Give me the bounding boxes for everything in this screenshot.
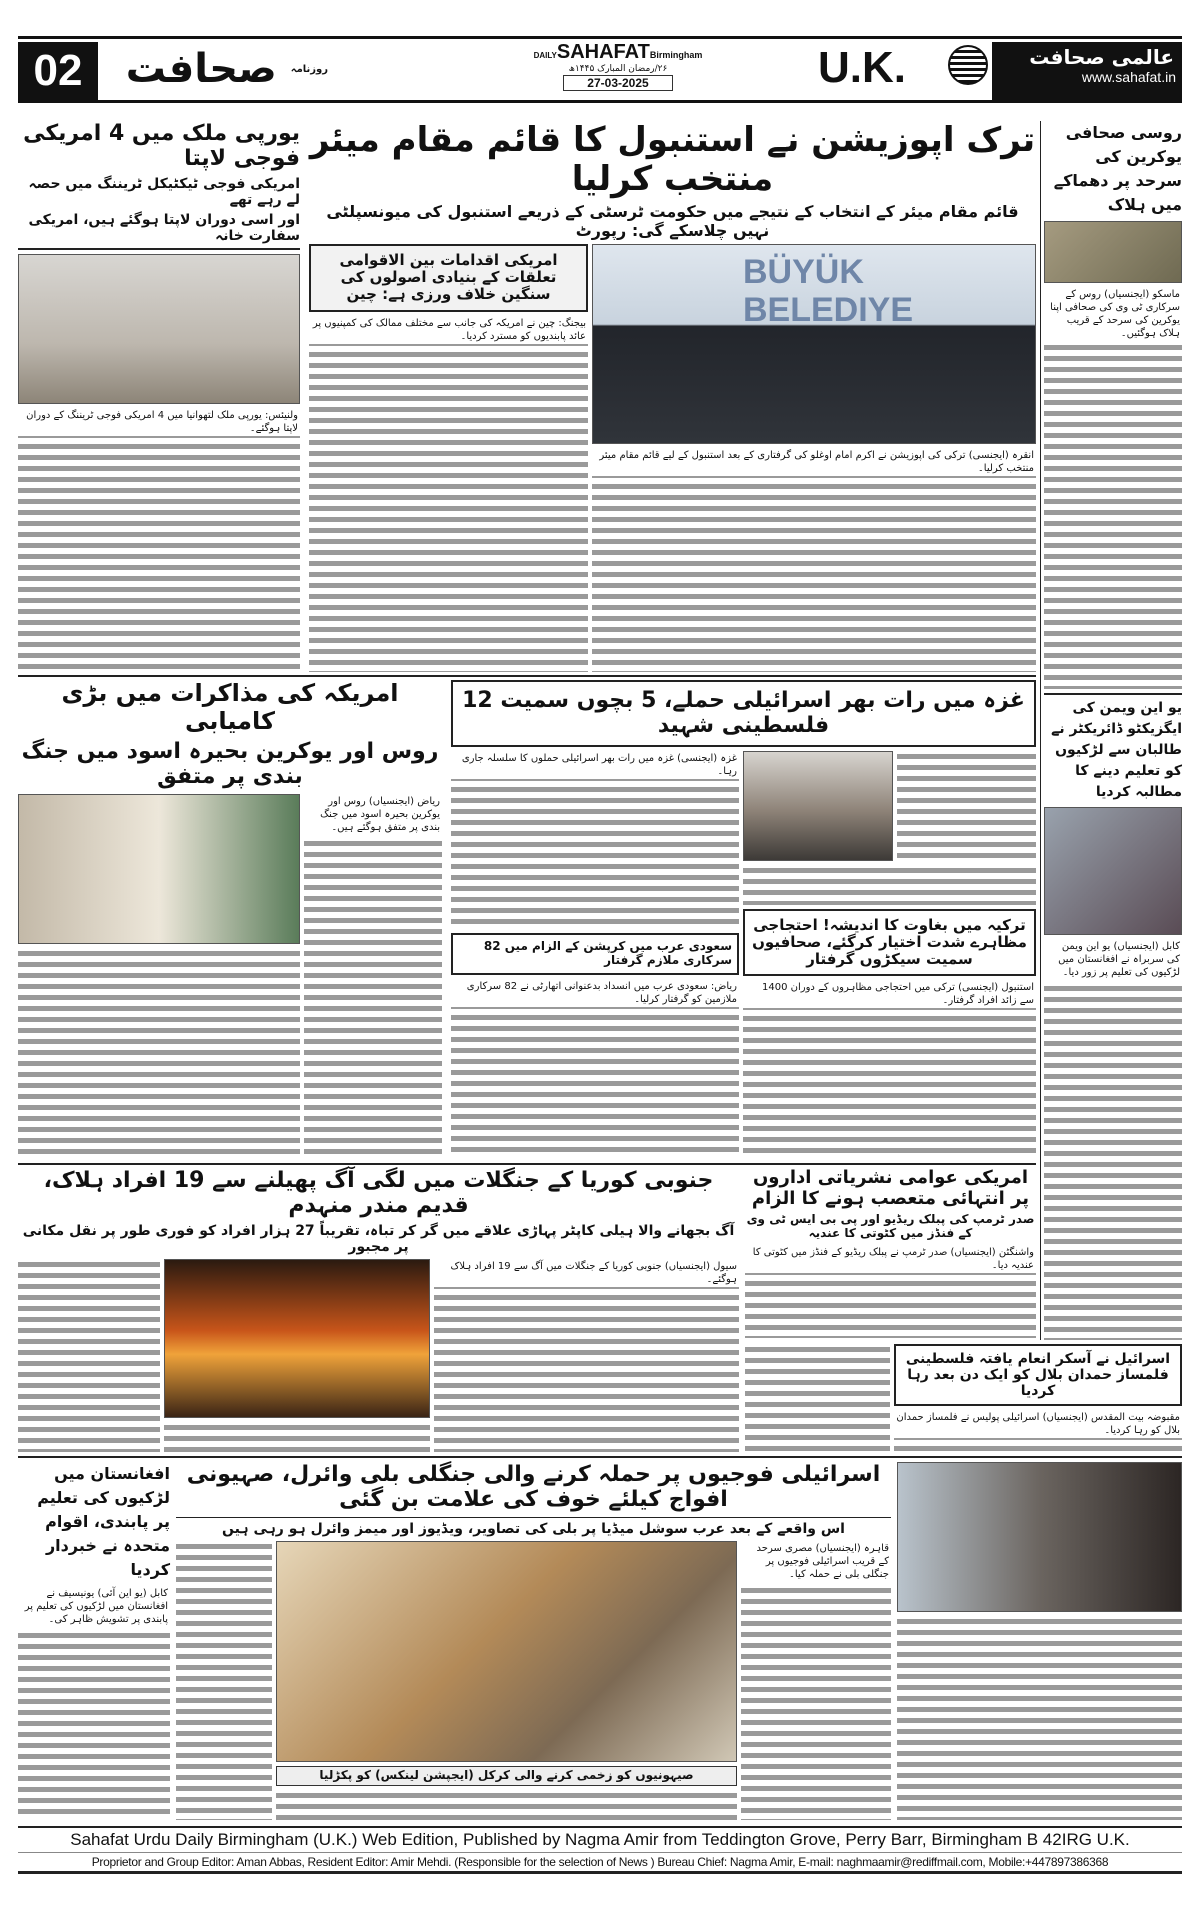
us-media-text-2 [745, 1344, 890, 1452]
story-lead: ریاض: سعودی عرب میں انسداد بدعنوانی اتھارٹی نے 82 سرکاری ملازمین کو گرفتار کرلیا۔ [451, 979, 739, 1007]
china-headline: امریکی اقدامات بین الاقوامی تعلقات کے بنیادی اصولوں کی سنگین خلاف ورزی ہے: چین [309, 244, 588, 312]
black-sea-story [18, 680, 442, 1157]
story-lead: کابل (ایجنسیاں) یو این ویمن کی سربراہ نے افغانستان میں لڑکیوں کی تعلیم پر زور دیا۔ [1044, 939, 1182, 980]
hamdan-col [894, 1344, 1182, 1452]
footer-rule [18, 1826, 1182, 1828]
story-lead: بیجنگ: چین نے امریکہ کی جانب سے مختلف ممالک کی کمپنیوں پر عائد پابندیوں کو مسترد کردیا۔ [309, 316, 588, 344]
brand-logo [992, 42, 1182, 100]
china-text [309, 316, 588, 672]
photo-sign: BÜYÜK BELEDIYE [743, 252, 914, 329]
korea-fire-story [18, 1168, 739, 1452]
afghan-girls-headline: افغانستان میں لڑکیوں کی تعلیم پر پابندی، اقوام متحدہ نے خبردار کردیا [37, 1464, 170, 1579]
turkey-protest-headline: ترکیہ میں بغاوت کا اندیشہ! احتجاجی مظاہرے شدت اختیار کرگئے، صحافیوں سمیت سیکڑوں گرفتار [743, 909, 1036, 977]
story-lead: غزہ (ایجنسی) غزہ میں رات بھر اسرائیلی حملوں کا سلسلہ جاری رہا۔ [451, 751, 739, 779]
journalist-photo [1044, 221, 1182, 283]
page-number: 02 [18, 42, 98, 100]
section-divider [18, 1456, 1182, 1458]
us-soldiers-subhead: امریکی فوجی ٹیکٹیکل ٹریننگ میں حصہ لے رہے تھے [28, 175, 300, 208]
story-lead: واشنگٹن (ایجنسیاں) صدر ٹرمپ نے پبلک ریڈیو کے فنڈز میں کٹوتی کا عندیہ دیا۔ [745, 1245, 1036, 1273]
us-media-subhead: صدر ٹرمپ کی پبلک ریڈیو اور پی بی ایس ٹی وی کے فنڈز میں کٹوتی کا عندیہ [746, 1212, 1035, 1241]
masthead-city: Birmingham [649, 50, 703, 60]
korea-text [434, 1259, 739, 1452]
hamdan-text-2 [897, 1616, 1182, 1820]
footer-publisher: Sahafat Urdu Daily Birmingham (U.K.) Web Edition, Published by Nagma Amir from Teddington Grove, Perry Barr, Birmingham B 42IRG U.K. [70, 1830, 1130, 1849]
korea-body [18, 1259, 739, 1452]
lynx-headline: اسرائیلی فوجیوں پر حملہ کرنے والی جنگلی بلی وائرل، صہیونی افواج کیلئے خوف کی علامت بن گئی [186, 1462, 881, 1513]
un-women-headline: یو این ویمن کی ایگزیکٹو ڈائریکٹر نے طالبان سے لڑکیوں کو تعلیم دینے کا مطالبہ کردیا [1044, 693, 1182, 803]
issue-date: 27-03-2025 [563, 75, 673, 91]
afghan-girls-story [18, 1462, 170, 1820]
sahafat-logo [125, 39, 328, 100]
section-divider [18, 675, 1036, 677]
main-headline: ترک اپوزیشن نے استنبول کا قائم مقام میئر منتخب کرلیا [309, 120, 1036, 200]
masthead-center [518, 41, 718, 91]
hamdan-row [745, 1344, 1182, 1452]
turkey-main-body [309, 244, 1036, 672]
us-soldiers-text [18, 408, 300, 672]
masthead-bar [18, 36, 1182, 103]
gaza-rubble-photo [743, 751, 893, 861]
gaza-headline: غزہ میں رات بھر اسرائیلی حملے، 5 بچوں سمیت 12 فلسطینی شہید [451, 680, 1036, 747]
black-sea-subhead: روس اور یوکرین بحیرہ اسود میں جنگ بندی پر متفق [21, 739, 439, 790]
black-sea-headline: امریکہ کی مذاکرات میں بڑی کامیابی [61, 679, 399, 735]
forest-fire-photo [164, 1259, 430, 1418]
black-sea-text-2 [18, 948, 300, 1157]
lynx-photo [276, 1541, 737, 1763]
rubio-photo [18, 794, 300, 944]
korea-fire-subhead: آگ بجھانے والا ہیلی کاپٹر پہاڑی علاقے میں گر کر تباہ، تقریباً 27 ہزار افراد کو فوری طور پر نقل مکانی پر مجبور [22, 1222, 735, 1255]
journalist-headline: روسی صحافی یوکرین کی سرحد پر دھماکے میں ہلاک [1053, 123, 1182, 214]
us-media-text [745, 1245, 1036, 1338]
un-women-photo [1044, 807, 1182, 935]
lynx-caption: صیہونیوں کو زخمی کرنے والی کرکل (ایجپشن لینکس) کو پکڑلیا [276, 1766, 737, 1786]
footer-rule [18, 1852, 1182, 1853]
story-lead: انقرہ (ایجنسی) ترکی کی اپوزیشن نے اکرم امام اوغلو کی گرفتاری کے بعد استنبول کے لیے قائم مقام میئر منتخب کرلیا۔ [592, 448, 1036, 476]
globe-icon [948, 45, 988, 85]
us-soldiers-subhead-2: اور اسی دوران لاپتا ہوگئے ہیں، امریکی سفارت خانہ [18, 212, 300, 250]
story-lead: ولنیئس: یورپی ملک لتھوانیا میں 4 امریکی فوجی ٹریننگ کے دوران لاپتا ہوگئے۔ [18, 408, 300, 436]
lynx-story [176, 1462, 891, 1820]
hamdan-photo [897, 1462, 1182, 1612]
gaza-text-2 [897, 751, 1036, 861]
section-divider [18, 1163, 1036, 1165]
gaza-right-col [743, 751, 1036, 1157]
lynx-subhead: اس واقعے کے بعد عرب سوشل میڈیا پر بلی کی تصاویر، ویڈیوز اور میمز وائرل ہو رہی ہیں [176, 1517, 891, 1537]
saudi-text [451, 979, 739, 1157]
us-media-headline: امریکی عوامی نشریاتی اداروں پر انتہائی متعصب ہونے کا الزام [751, 1167, 1030, 1209]
korea-text-bottom [164, 1422, 430, 1452]
helicopter-photo [18, 254, 300, 404]
turkey-protest-text [743, 980, 1036, 1157]
hijri-date: ۲۶/رمضان المبارک ۱۴۴۵ھ [568, 64, 668, 74]
gaza-left-col [451, 751, 739, 1157]
gaza-body [451, 751, 1036, 1157]
hamdan-headline: اسرائیل نے آسکر انعام یافتہ فلسطینی فلمساز حمدان بلال کو ایک دن بعد رہا کردیا [894, 1344, 1182, 1406]
story-lead: مقبوضہ بیت المقدس (ایجنسیاں) اسرائیلی پولیس نے فلمساز حمدان بلال کو رہا کردیا۔ [894, 1410, 1182, 1438]
china-story [309, 244, 588, 672]
gaza-photo-row [743, 751, 1036, 861]
website-link[interactable]: www.sahafat.in [1081, 69, 1176, 85]
gaza-text [451, 751, 739, 929]
logo-text: صحافت [125, 46, 277, 92]
footer-rule [18, 1871, 1182, 1874]
story-lead: ریاض (ایجنسیاں) روس اور یوکرین بحیرہ اسود میں جنگ بندی پر متفق ہوگئے ہیں۔ [304, 794, 442, 835]
un-women-text [1044, 939, 1182, 1341]
column-divider [1040, 121, 1041, 1340]
story-lead: استنبول (ایجنسی) ترکی میں احتجاجی مظاہروں کے دوران 1400 سے زائد افراد گرفتار۔ [743, 980, 1036, 1008]
us-media-story [745, 1168, 1036, 1338]
afghan-girls-text [18, 1586, 170, 1820]
korea-fire-headline: جنوبی کوریا کے جنگلات میں لگی آگ پھیلنے سے 19 افراد ہلاک، قدیم مندر منہدم [43, 1168, 714, 1219]
footer [18, 1826, 1182, 1874]
black-sea-body [18, 794, 442, 1157]
turkey-main-story [309, 121, 1036, 672]
story-lead: کابل (یو این آئی) یونیسیف نے افغانستان میں لڑکیوں کی تعلیم پر پابندی پر تشویش ظاہر کی۔ [18, 1586, 170, 1627]
black-sea-text [304, 794, 442, 1157]
us-soldiers-headline: یورپی ملک میں 4 امریکی فوجی لاپتا [23, 121, 300, 172]
korea-photo-col [164, 1259, 430, 1452]
lynx-photo-col [276, 1541, 737, 1820]
turkey-text [592, 448, 1036, 672]
lynx-text-bottom [276, 1790, 737, 1820]
hamdan-text [894, 1410, 1182, 1452]
us-soldiers-story [18, 121, 300, 672]
turkey-press-photo [592, 244, 1036, 444]
turkey-photo-col [592, 244, 1036, 672]
black-sea-photo-col [18, 794, 300, 1157]
masthead-name: SAHAFAT [556, 41, 650, 63]
hamdan-story-top [745, 1344, 1182, 1452]
gaza-text-3 [743, 865, 1036, 905]
lynx-text-left [176, 1541, 272, 1820]
lynx-body [176, 1541, 891, 1820]
hamdan-story-bottom [897, 1462, 1182, 1820]
story-lead: سیول (ایجنسیاں) جنوبی کوریا کے جنگلات میں آگ سے 19 افراد ہلاک ہوگئے۔ [434, 1259, 739, 1287]
gaza-section [451, 680, 1036, 1157]
story-lead: قاہرہ (ایجنسیاں) مصری سرحد کے قریب اسرائیلی فوجیوں پر جنگلی بلی نے حملہ کیا۔ [741, 1541, 891, 1582]
footer-credits: Proprietor and Group Editor: Aman Abbas, Resident Editor: Amir Mehdi. (Responsible for the selection of News ) Bureau Chief: Nagma Amir, E-mail: naghmaamir@rediffmail.com, Mobile:+447897386368 [91, 1855, 1109, 1869]
main-subheadline: قائم مقام میئر کے انتخاب کے نتیجے میں حکومت ٹرسٹی کے ذریعے استنبول کی میونسپلٹی نہیں چلاسکے گی: رپورٹ [326, 202, 1019, 240]
story-lead: ماسکو (ایجنسیاں) روس کے سرکاری ٹی وی کی صحافی اپنا یوکرین کی سرحد کے قریب ہلاک ہوگئیں۔ [1044, 287, 1182, 341]
saudi-headline: سعودی عرب میں کرپشن کے الزام میں 82 سرکاری ملازم گرفتار [451, 933, 739, 975]
masthead-daily: DAILY [533, 51, 557, 60]
journalist-text [1044, 287, 1182, 689]
right-column [1044, 121, 1182, 1340]
edition-label: U.K. [818, 43, 906, 92]
korea-text-left [18, 1259, 160, 1452]
brand-text: عالمی صحافت [1029, 45, 1174, 69]
lynx-text [741, 1541, 891, 1820]
logo-tag: روزنامہ [290, 64, 328, 75]
